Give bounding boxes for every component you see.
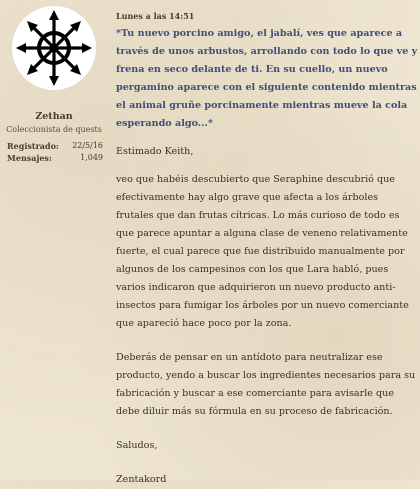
post-paragraph-1: veo que habéis descubierto que Seraphine descubrió que efectivamente hay algo grave que afecta a los árboles frutales que dan frutas cítricas. Lo más curioso de todo es que parece apuntar a alguna clase de veneno relativamente fuerte, el cual parece que fue distribuido manualmente por algunos de los campesinos con los que Lara habló, pues varios indicaron que adquirieron un nuevo producto anti-insectos para fumigar los árboles por un nuevo comerciante que apareció hace poco por la zona. (116, 174, 409, 329)
post-greeting: Estimado Keith, (116, 146, 194, 157)
stat-registered (7, 141, 103, 151)
post-signature: Zentakord (116, 474, 167, 485)
stat-messages (7, 153, 103, 163)
username[interactable]: Zethan (35, 111, 73, 122)
chaos-star-icon (12, 6, 96, 90)
post-author-panel (0, 0, 108, 480)
user-title: Coleccionista de quests (6, 125, 102, 134)
avatar[interactable] (12, 6, 96, 90)
post-timestamp[interactable]: Lunes a las 14:51 (116, 11, 195, 21)
registered-value: 22/5/16 (72, 141, 103, 150)
post-body (116, 25, 418, 489)
post-farewell: Saludos, (116, 440, 158, 451)
post-paragraph-2: Deberás de pensar en un antídoto para neutralizar ese producto, yendo a buscar los ingredientes necesarios para su fabricación y buscar a ese comerciante para avisarle que debe diluir más su fórmula en su proceso de fabricación. (116, 352, 416, 417)
registered-label: Registrado: (7, 141, 59, 151)
messages-label: Mensajes: (7, 153, 52, 163)
messages-value: 1,049 (80, 153, 103, 162)
post-intro: *Tu nuevo porcino amigo, el jabalí, ves que aparece a través de unos arbustos, arrollando con todo lo que ve y frena en seco delante de ti. En su cuello, un nuevo pergamino aparece con el siguiente contenido mientras el animal gruñe porcinamente mientras mueve la cola esperando algo...* (116, 28, 418, 129)
